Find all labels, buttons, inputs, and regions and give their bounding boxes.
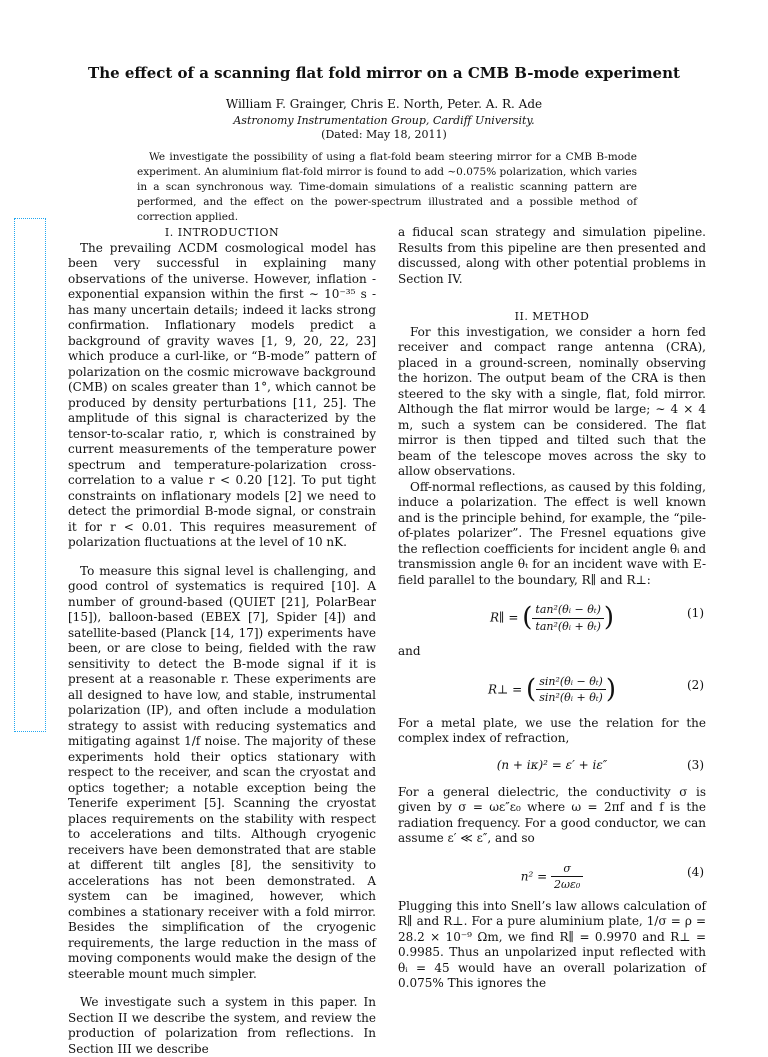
abstract: We investigate the possibility of using a flat-fold beam steering mirror for a CMB B-mode experiment. An aluminium flat-fold mirror is found to add ∼0.075% polarization, which varies in a scan synchronous way. Time-domain simulations of a realistic scanning pattern are performed, and the effect on the power-spectrum illustrated and a possible method of correction applied. bbox=[137, 151, 637, 223]
equation-numerator: tan²(θᵢ − θₜ) bbox=[532, 602, 603, 619]
author-list: William F. Grainger, Chris E. North, Peter. A. R. Ade bbox=[225, 97, 543, 111]
equation-lhs: n² = bbox=[520, 869, 548, 883]
equation-numerator: sin²(θᵢ − θₜ) bbox=[536, 674, 606, 691]
paper-title: The effect of a scanning flat fold mirror on a CMB B-mode experiment bbox=[88, 64, 680, 82]
equation-body: (n + iκ)² = ε′ + iε″ bbox=[496, 757, 608, 772]
equation-3 bbox=[398, 753, 706, 779]
equation-denominator: tan²(θᵢ + θₜ) bbox=[535, 619, 601, 633]
equation-denominator: sin²(θᵢ + θₜ) bbox=[539, 691, 603, 704]
paragraph: a fiducal scan strategy and simulation pipeline. Results from this pipeline are then presented and discussed, along with other potential problems in Section IV. bbox=[398, 225, 706, 286]
equation-4 bbox=[398, 853, 706, 893]
paragraph: For this investigation, we consider a horn fed receiver and compact range antenna (CRA), placed in a ground-screen, nominally observing the horizon. The output beam of the CRA is then steered to the sky with a single, flat, fold mirror. Although the flat mirror would be large; ∼ 4 × 4 m, such a system can be considered. The flat mirror is then tipped and tilted such that the beam of the telescope moves across the sky to allow observations. bbox=[398, 324, 706, 478]
equation-denominator: 2ωε₀ bbox=[553, 878, 581, 891]
paragraph: For a general dielectric, the conductivity σ is given by σ = ωε″ε₀ where ω = 2πf and f is the radiation frequency. For a good conductor, we can assume ε′ ≪ ε″, and so bbox=[398, 784, 706, 845]
paragraph: We investigate such a system in this paper. In Section II we describe the system, and review the production of polarization from reflections. In Section III we describe bbox=[68, 995, 376, 1056]
margin-dotted-box bbox=[14, 218, 46, 732]
equation-number: (4) bbox=[687, 864, 704, 879]
equation-2: R⊥ = ( $\frac{\text{sin²(θᵢ − θₜ)}}{\text{sin²(θᵢ + θₜ)}}$ ) (2) bbox=[488, 673, 704, 704]
left-column bbox=[68, 225, 376, 1057]
paragraph: The prevailing ΛCDM cosmological model has been very successful in explaining many observations of the universe. However, inflation - exponential expansion within the first ∼ 10⁻³⁵ s - has many uncertain details; indeed it lacks strong confirmation. Inflationary models predict a background of gravity waves [1, 9, 20, 22, 23] which produce a curl-like, or “B-mode” pattern of polarization on the cosmic microwave background (CMB) on scales greater than 1°, which cannot be produced by density perturbations [11, 25]. The amplitude of this signal is characterized by the tensor-to-scalar ratio, r, which is constrained by current measurements of the temperature power spectrum and temperature-polarization cross-correlation to a value r < 0.20 [12]. To put tight constraints on inflationary models [2] we need to detect the primordial B-mode signal, or constrain it for r < 0.01. This requires measurement of polarization fluctuations at the level of 10 nK. bbox=[68, 240, 376, 549]
paragraph: Plugging this into Snell’s law allows calculation of R∥ and R⊥. For a pure aluminium plate, 1/σ = ρ = 28.2 × 10⁻⁹ Ωm, we find R∥ = 0.9970 and R⊥ = 0.9985. Thus an unpolarized input reflected with θᵢ = 45 would have an overall polarization of 0.075% This ignores the bbox=[398, 898, 706, 990]
equation-number: (3) bbox=[687, 757, 704, 772]
paragraph: To measure this signal level is challenging, and good control of systematics is required [10]. A number of ground-based (QUIET [21], PolarBear [15]), balloon-based (EBEX [7], Spider [4]) and satellite-based (Planck [14, 17]) experiments have been, or are close to being, fielded with the raw sensitivity to detect the B-mode signal if it is present at a reasonable r. These experiments are all designed to have low, and stable, instrumental polarization (IP), and often include a modulation strategy to assist with reducing systematics and mitigating against 1/f noise. The majority of these experiments hold their optics stationary with respect to the receiver, and scan the cryostat and optics together; a notable exception being the Tenerife experiment [5]. Scanning the cryostat places requirements on the stability with respect to accelerations and tilts. Although cryogenic receivers have been demonstrated that are stable at different tilt angles [8], the sensitivity to accelerations has not been demonstrated. A system can be imagined, however, which combines a stationary receiver with a fold mirror. Besides the simplification of the cryogenic requirements, the large reduction in the mass of moving components would make the design of the steerable mount much simpler. bbox=[68, 563, 376, 981]
equation-number: (1) bbox=[687, 606, 704, 620]
section-heading-method: II. METHOD bbox=[514, 310, 590, 323]
date-line: (Dated: May 18, 2011) bbox=[321, 128, 447, 141]
equation-number: (2) bbox=[687, 677, 704, 692]
equation-lhs: R⊥ = bbox=[488, 682, 523, 696]
paragraph: Off-normal reflections, as caused by this folding, induce a polarization. The effect is well known and is the principle behind, for example, the “pile-of-plates polarizer”. The Fresnel equations give the reflection coefficients for incident angle θᵢ and transmission angle θₜ for an incident wave with E-field parallel to the boundary, R∥ and R⊥: bbox=[398, 479, 706, 587]
section-heading-introduction: I. INTRODUCTION bbox=[164, 226, 280, 239]
equation-numerator: σ bbox=[551, 861, 583, 878]
right-column bbox=[398, 225, 706, 992]
equation-1: R∥ = ( $\frac{\text{tan²(θᵢ − θₜ)}}{\text{tan²(θᵢ + θₜ)}}$ ) (1) bbox=[489, 602, 704, 633]
affiliation: Astronomy Instrumentation Group, Cardiff University. bbox=[233, 114, 535, 127]
connector-text: and bbox=[398, 644, 421, 658]
equation-lhs: R∥ = bbox=[489, 610, 519, 625]
paragraph: For a metal plate, we use the relation for the complex index of refraction, bbox=[398, 715, 706, 745]
